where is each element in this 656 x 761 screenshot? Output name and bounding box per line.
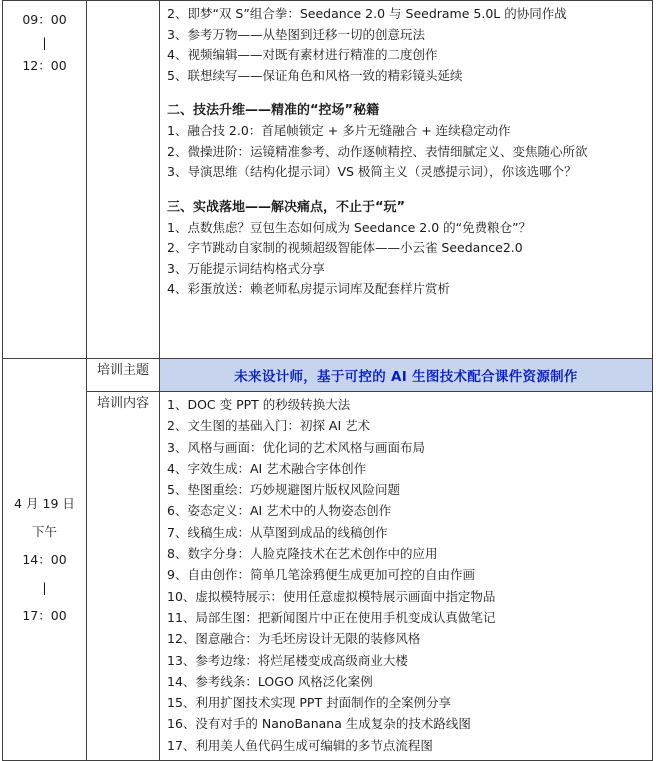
session-afternoon-time <box>3 359 87 761</box>
period: 下午 <box>31 523 57 539</box>
session-morning-content <box>160 1 653 359</box>
time-end: 17：00 <box>22 607 67 623</box>
training-theme: 未来设计师，基于可控的 AI 生图技术配合课件资源制作 <box>160 359 653 392</box>
list-item: 14、参考线条：LOGO 风格泛化案例 <box>167 673 373 689</box>
spacer <box>167 183 646 197</box>
session-morning-time <box>3 1 87 359</box>
list-item: 13、参考边缘：将烂尾楼变成高级商业大楼 <box>167 652 408 668</box>
time-start: 09：00 <box>22 12 67 27</box>
theme-label: 培训主题 <box>87 359 160 392</box>
time-start: 14：00 <box>22 551 67 567</box>
session-afternoon-list <box>160 392 652 760</box>
session-afternoon-content-row <box>3 392 653 761</box>
list-item: 10、虚拟模特展示：使用任意虚拟模特展示画面中指定物品 <box>167 588 496 604</box>
list-item: 3、导演思维（结构化提示词）VS 极简主义（灵感提示词），你该选哪个？ <box>167 164 577 179</box>
list-item: 1、点数焦虑？豆包生态如何成为 Seedance 2.0 的“免费粮仓”？ <box>167 219 532 235</box>
list-item: 5、垫图重绘：巧妙规避图片版权风险问题 <box>167 482 400 498</box>
schedule-table <box>2 0 653 761</box>
session-morning-label <box>87 1 160 359</box>
session-morning-row <box>3 1 653 359</box>
time-separator: | <box>42 579 47 595</box>
time-separator: | <box>42 35 47 50</box>
list-item: 4、彩蛋放送：赖老师私房提示词库及配套样片赏析 <box>167 281 450 296</box>
list-item: 12、图意融合：为毛坯房设计无限的装修风格 <box>167 631 421 647</box>
list-item: 15、利用扩图技术实现 PPT 封面制作的全案例分享 <box>167 695 452 711</box>
list-item: 1、DOC 变 PPT 的秒级转换大法 <box>167 397 351 412</box>
list-item: 5、联想续写——保证角色和风格一致的精彩镜头延续 <box>167 67 463 83</box>
date: 4 月 19 日 <box>14 495 75 511</box>
content-label: 培训内容 <box>87 392 160 761</box>
list-item: 2、文生图的基础入门：初探 AI 艺术 <box>167 418 371 434</box>
time-end: 12：00 <box>22 58 67 73</box>
list-item: 1、融合技 2.0：首尾帧锁定 + 多片无缝融合 + 连续稳定动作 <box>167 123 511 138</box>
list-item: 4、视频编辑——对既有素材进行精准的二度创作 <box>167 47 438 62</box>
list-item: 3、万能提示词结构格式分享 <box>167 260 325 276</box>
section-heading: 三、实战落地——解决痛点，不止于“玩” <box>167 199 406 215</box>
section-heading: 二、技法升维——精准的“控场”秘籍 <box>167 103 380 118</box>
spacer <box>167 86 646 100</box>
list-item: 6、姿态定义：AI 艺术中的人物姿态创作 <box>167 503 392 519</box>
session-morning-list <box>160 1 652 304</box>
list-item: 2、字节跳动自家制的视频超级智能体——小云雀 Seedance2.0 <box>167 240 523 255</box>
list-item: 2、即梦“双 S”组合拳：Seedance 2.0 与 Seedrame 5.0L 的协同作战 <box>167 6 567 21</box>
list-item: 7、线稿生成：从草图到成品的线稿创作 <box>167 524 388 540</box>
session-afternoon-theme-row <box>3 359 653 392</box>
list-item: 4、字效生成：AI 艺术融合字体创作 <box>167 460 367 476</box>
list-item: 8、数字分身：人脸克隆技术在艺术创作中的应用 <box>167 546 438 562</box>
list-item: 11、局部生图：把新闻图片中正在使用手机变成认真做笔记 <box>167 609 496 625</box>
list-item: 16、没有对手的 NanoBanana 生成复杂的技术路线图 <box>167 716 471 732</box>
list-item: 2、微操进阶：运镜精准参考、动作逐帧精控、表情细腻定义、变焦随心所欲 <box>167 143 588 159</box>
list-item: 3、参考万物——从垫图到迁移一切的创意玩法 <box>167 26 425 42</box>
list-item: 3、风格与画面：优化词的艺术风格与画面布局 <box>167 439 425 455</box>
session-afternoon-content <box>160 392 653 761</box>
list-item: 17、利用美人鱼代码生成可编辑的多节点流程图 <box>167 737 433 753</box>
list-item: 9、自由创作：简单几笔涂鸦便生成更加可控的自由作画 <box>167 567 475 583</box>
